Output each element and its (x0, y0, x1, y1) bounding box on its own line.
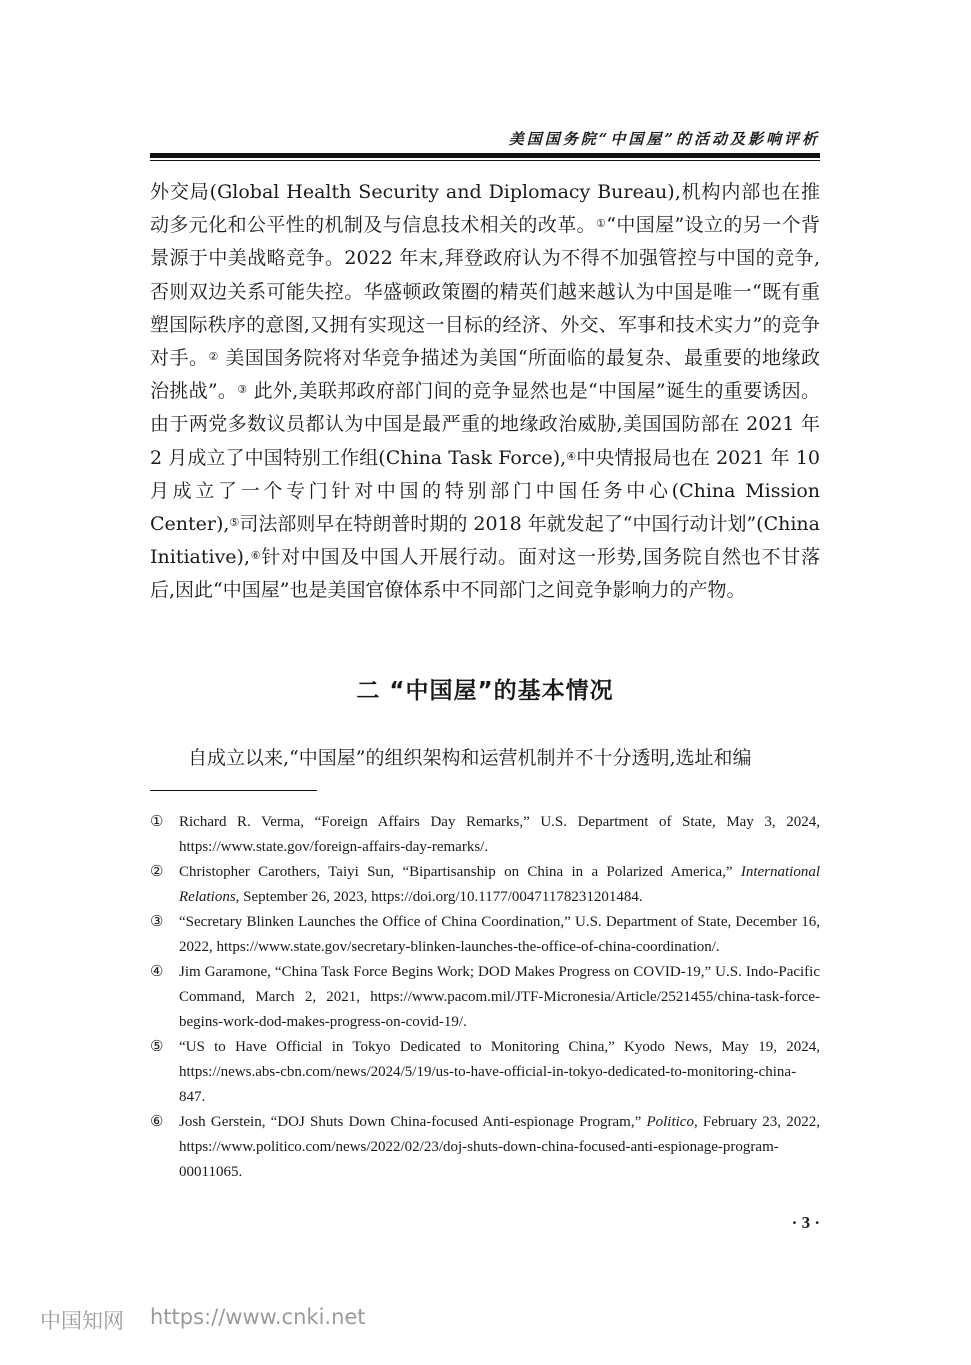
running-header: 美国国务院“中国屋”的活动及影响评析 (508, 130, 820, 148)
footnote-ref[interactable]: ⑤ (229, 516, 240, 530)
footnote-number: ③ (150, 914, 164, 930)
footnote-item (150, 810, 820, 860)
footnote-text: Jim Garamone, “China Task Force Begins Work; DOD Makes Progress on COVID-19,” U.S. Indo-Pacific Command, March 2, 2021, https://www.pacom.mil/JTF-Micronesia/Article/2521455/china-task-force-begins-work-dod-makes-progress-on-covid-19/. (179, 964, 820, 1030)
text-run: 美国国务院将对华竞争描述为美国“所面临的最复杂、最重要的地缘政治挑战”。 (150, 347, 820, 403)
footnote-text (179, 860, 820, 910)
header-rule-thick (150, 153, 820, 158)
journal-title: International Relations (179, 864, 820, 905)
footnote-item (150, 910, 820, 960)
footnote-number: ① (150, 814, 164, 830)
header-rule-thin (150, 160, 820, 161)
text-run: 此外,美联邦政府部门间的竞争显然也是“中国屋”诞生的重要诱因。由于两党多数议员都认为中国是最严重的地缘政治威胁,美国国防部在 2021 年 2 月成立了中国特别工作组(China Task Force), (150, 380, 820, 469)
footnote-number: ⑥ (150, 1114, 164, 1130)
body-paragraph-2: 自成立以来,“中国屋”的组织架构和运营机制并不十分透明,选址和编 (188, 747, 752, 769)
footnote-ref[interactable]: ① (596, 217, 607, 231)
text-run: 外交局(Global Health Security and Diplomacy Bureau),机构内部也在推动多元化和公平性的机制及与信息技术相关的改革。 (150, 181, 820, 237)
publication-title: Politico (646, 1114, 694, 1130)
footnote-item (150, 1035, 820, 1110)
footnote-text-run: Christopher Carothers, Taiyi Sun, “Bipartisanship on China in a Polarized America,” (179, 864, 741, 880)
page-number: · 3 · (791, 1213, 820, 1232)
watermark (40, 1305, 366, 1335)
footnote-text: “Secretary Blinken Launches the Office of China Coordination,” U.S. Department of State, December 16, 2022, https://www.state.gov/secretary-blinken-launches-the-office-of-china-coordination/. (179, 914, 820, 955)
footnote-number: ④ (150, 964, 164, 980)
footnotes (150, 810, 820, 1185)
watermark-url[interactable]: https://www.cnki.net (150, 1305, 366, 1329)
footnote-text-run: Josh Gerstein, “DOJ Shuts Down China-focused Anti-espionage Program,” (179, 1114, 647, 1130)
footnote-item (150, 860, 820, 910)
footnote-item (150, 1110, 820, 1185)
footnote-ref[interactable]: ② (208, 350, 219, 364)
footnote-divider (150, 790, 317, 791)
section-heading: 二 “中国屋”的基本情况 (356, 678, 614, 704)
footnote-text-run: , February 23, 2022, https://www.politico.com/news/2022/02/23/doj-shuts-down-china-focused-anti-espionage-program-00011065. (179, 1114, 821, 1180)
footnote-ref[interactable]: ③ (237, 383, 248, 397)
footnote-item (150, 960, 820, 1035)
watermark-site-name: 中国知网 (40, 1309, 124, 1333)
text-run: 针对中国及中国人开展行动。面对这一形势,国务院自然也不甘落后,因此“中国屋”也是美国官僚体系中不同部门之间竞争影响力的产物。 (150, 546, 820, 602)
footnote-ref[interactable]: ⑥ (250, 549, 262, 563)
footnote-text-run: , September 26, 2023, https://doi.org/10.1177/00471178231201484. (235, 889, 643, 905)
text-run: 中央情报局也在 2021 年 10 月成立了一个专门针对中国的特别部门中国任务中心(China Mission Center), (150, 446, 820, 536)
footnote-number: ⑤ (150, 1039, 164, 1055)
footnote-number: ② (150, 864, 164, 880)
footnote-text: “US to Have Official in Tokyo Dedicated to Monitoring China,” Kyodo News, May 19, 2024, https://news.abs-cbn.com/news/2024/5/19/us-to-have-official-in-tokyo-dedicated-to-monitoring-china-847. (179, 1039, 820, 1105)
text-run: “中国屋”设立的另一个背景源于中美战略竞争。2022 年末,拜登政府认为不得不加强管控与中国的竞争,否则双边关系可能失控。华盛顿政策圈的精英们越来越认为中国是唯一“既有重塑国际秩序的意图,又拥有实现这一目标的经济、外交、军事和技术实力”的竞争对手。 (150, 214, 820, 370)
footnote-text: Richard R. Verma, “Foreign Affairs Day Remarks,” U.S. Department of State, May 3, 2024, https://www.state.gov/foreign-affairs-day-remarks/. (179, 814, 820, 855)
body-paragraph-1 (150, 176, 820, 608)
text-run: 司法部则早在特朗普时期的 2018 年就发起了“中国行动计划”(China Initiative), (150, 513, 821, 569)
footnote-text (179, 1110, 820, 1185)
footnote-ref[interactable]: ④ (566, 449, 577, 463)
